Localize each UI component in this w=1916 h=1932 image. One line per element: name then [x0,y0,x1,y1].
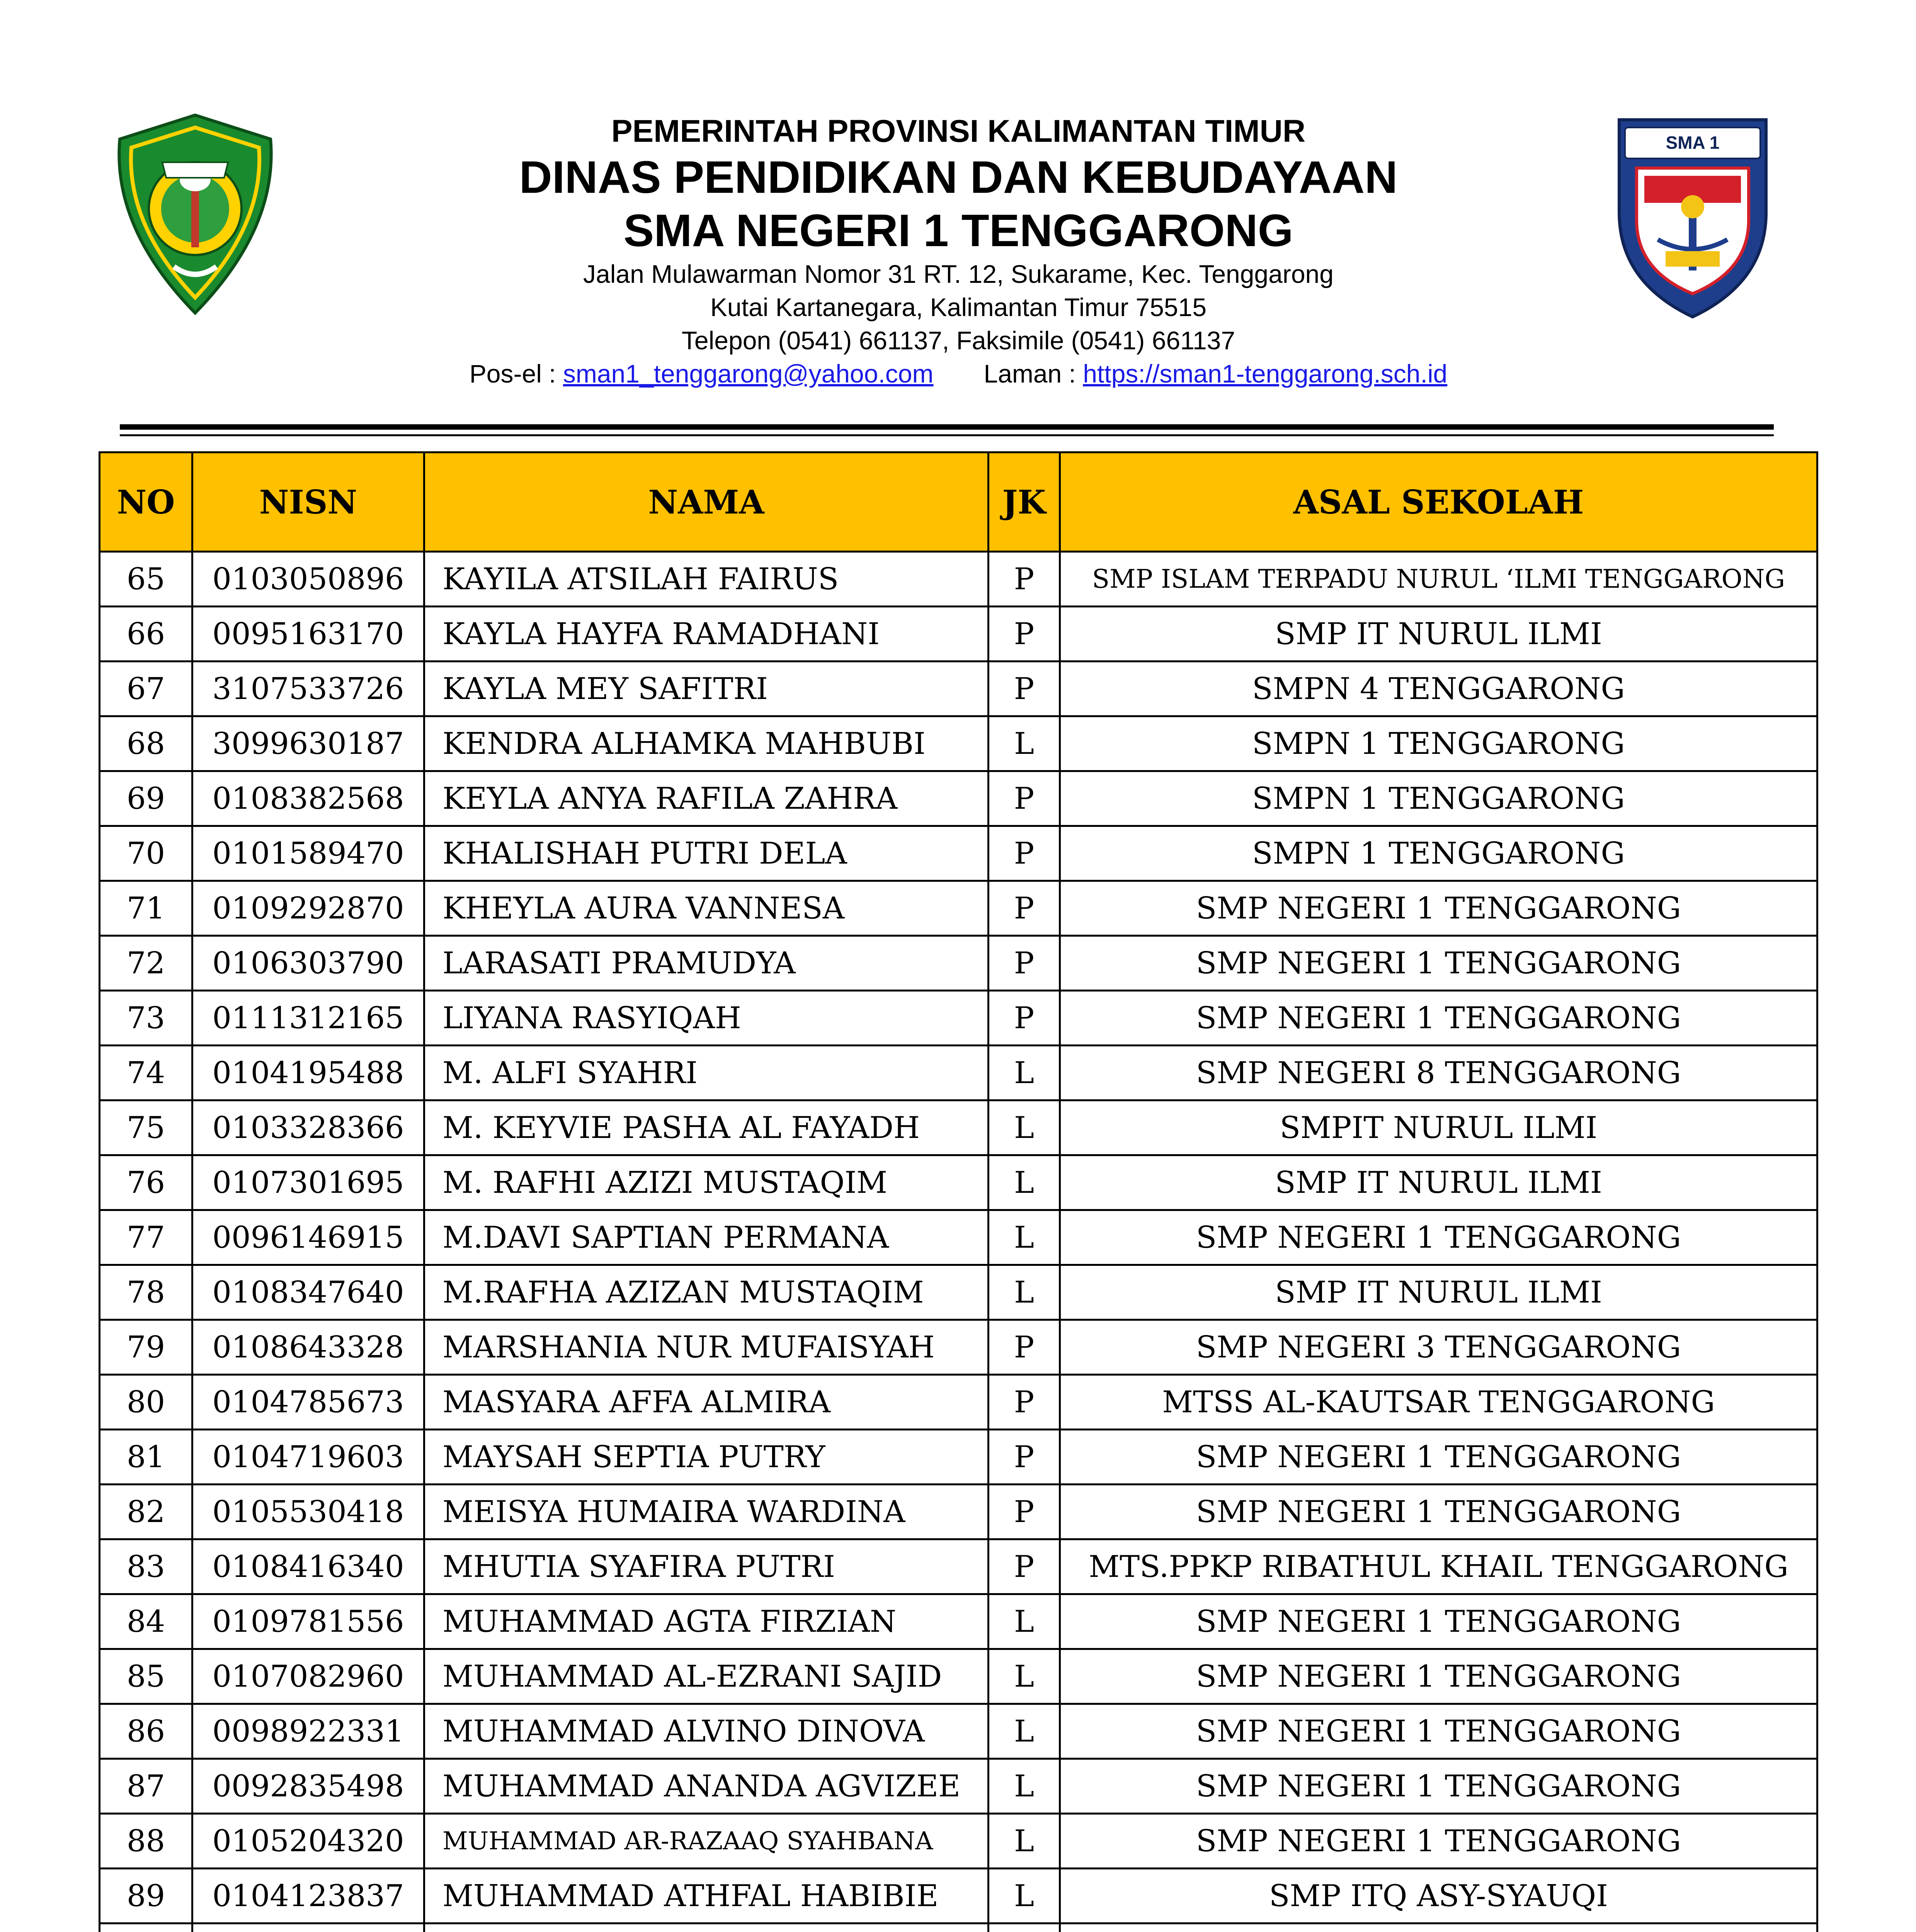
school-origin: SMP NEGERI 1 TENGGARONG [1060,1649,1817,1704]
table-row [100,1869,1817,1923]
table-row [100,1265,1817,1320]
header-divider-thin [120,434,1774,436]
student-name: LARASATI PRAMUDYA [424,936,989,991]
table-row [100,826,1817,881]
school-origin [1060,1923,1817,1932]
gender-cell: P [989,607,1060,662]
gender-cell: L [989,1210,1060,1265]
gender-cell: P [989,991,1060,1046]
table-row [100,662,1817,716]
sman1-tenggarong-emblem-icon [1608,112,1778,321]
nisn-cell: 0108382568 [192,771,424,826]
school-origin: SMP NEGERI 1 TENGGARONG [1060,991,1817,1046]
row-number: 84 [100,1594,192,1649]
row-number: 88 [100,1814,192,1869]
gender-cell: L [989,1100,1060,1155]
gender-cell: P [989,1539,1060,1594]
school-origin: SMP NEGERI 1 TENGGARONG [1060,1814,1817,1869]
school-origin: SMPN 1 TENGGARONG [1060,716,1817,771]
address-line-2: Kutai Kartanegara, Kalimantan Timur 75515 [710,293,1207,321]
gender-cell: L [989,1594,1060,1649]
school-origin: SMP NEGERI 1 TENGGARONG [1060,1430,1817,1485]
student-name: MAYSAH SEPTIA PUTRY [424,1430,989,1485]
student-name: KHALISHAH PUTRI DELA [424,826,989,881]
student-name: M. RAFHI AZIZI MUSTAQIM [424,1155,989,1210]
school-origin: SMP NEGERI 1 TENGGARONG [1060,1759,1817,1814]
nisn-cell: 3099630187 [192,716,424,771]
gender-cell: P [989,936,1060,991]
website-link[interactable]: https://sman1-tenggarong.sch.id [1083,359,1448,388]
table-row [100,1485,1817,1539]
col-asal-sekolah-header: ASAL SEKOLAH [1060,452,1817,552]
contact-line [348,357,1569,390]
row-number: 67 [100,662,192,716]
table-row [100,771,1817,826]
gender-cell: P [989,552,1060,607]
row-number: 89 [100,1869,192,1923]
nisn-cell: 0108347640 [192,1265,424,1320]
nisn-cell: 0105530418 [192,1485,424,1539]
row-number [100,1923,192,1932]
table-body [100,552,1817,1932]
row-number: 75 [100,1100,192,1155]
student-name: MUHAMMAD AL-EZRANI SAJID [424,1649,989,1704]
student-name: MUHAMMAD AR-RAZAAQ SYAHBANA [424,1814,989,1869]
student-name: MUHAMMAD AGTA FIRZIAN [424,1594,989,1649]
gender-cell: L [989,1046,1060,1100]
table-row [100,936,1817,991]
student-name: MUHAMMAD ATHFAL HABIBIE [424,1869,989,1923]
student-table [99,451,1818,1932]
school-origin: SMP ITQ ASY-SYAUQI [1060,1869,1817,1923]
nisn-cell: 0104785673 [192,1375,424,1430]
nisn-cell: 0104719603 [192,1430,424,1485]
nisn-cell [192,1923,424,1932]
nisn-cell: 0103050896 [192,552,424,607]
email-label: Pos-el : [469,359,563,388]
row-number: 72 [100,936,192,991]
letterhead [348,112,1569,390]
table-row [100,607,1817,662]
school-origin: MTS.PPKP RIBATHUL KHAIL TENGGARONG [1060,1539,1817,1594]
row-number: 83 [100,1539,192,1594]
student-name: MEISYA HUMAIRA WARDINA [424,1485,989,1539]
school-origin: SMP NEGERI 1 TENGGARONG [1060,936,1817,991]
school-origin: SMP NEGERI 1 TENGGARONG [1060,1485,1817,1539]
row-number: 65 [100,552,192,607]
row-number: 82 [100,1485,192,1539]
gender-cell [989,1923,1060,1932]
table-row [100,881,1817,936]
school-origin: SMP IT NURUL ILMI [1060,1155,1817,1210]
row-number: 78 [100,1265,192,1320]
table-row [100,1704,1817,1759]
school-origin: SMP NEGERI 3 TENGGARONG [1060,1320,1817,1375]
school-origin: SMP NEGERI 1 TENGGARONG [1060,1594,1817,1649]
nisn-cell: 0107082960 [192,1649,424,1704]
phone-line: Telepon (0541) 661137, Faksimile (0541) 661137 [681,326,1235,355]
table-row [100,1430,1817,1485]
gender-cell: P [989,1485,1060,1539]
gender-cell: P [989,662,1060,716]
gender-cell: L [989,1814,1060,1869]
nisn-cell: 0098922331 [192,1704,424,1759]
row-number: 85 [100,1649,192,1704]
student-name: M.RAFHA AZIZAN MUSTAQIM [424,1265,989,1320]
gender-cell: L [989,1704,1060,1759]
school-origin: SMP IT NURUL ILMI [1060,1265,1817,1320]
gender-cell: L [989,1155,1060,1210]
gender-cell: P [989,771,1060,826]
nisn-cell: 0103328366 [192,1100,424,1155]
header-divider-thick [120,424,1774,430]
school-origin: SMPN 1 TENGGARONG [1060,771,1817,826]
row-number: 68 [100,716,192,771]
row-number: 71 [100,881,192,936]
table-row [100,1923,1817,1932]
school-origin: SMP NEGERI 1 TENGGARONG [1060,1704,1817,1759]
school-origin: SMPN 1 TENGGARONG [1060,826,1817,881]
table-row [100,1100,1817,1155]
gender-cell: P [989,881,1060,936]
school-origin: SMP ISLAM TERPADU NURUL ‘ILMI TENGGARONG [1060,552,1817,607]
student-name: MHUTIA SYAFIRA PUTRI [424,1539,989,1594]
gender-cell: L [989,1759,1060,1814]
website-label: Laman : [984,359,1083,388]
kaltim-province-emblem-icon [112,112,278,317]
row-number: 76 [100,1155,192,1210]
student-name: M. ALFI SYAHRI [424,1046,989,1100]
student-name: MARSHANIA NUR MUFAISYAH [424,1320,989,1375]
gender-cell: P [989,826,1060,881]
nisn-cell: 0108643328 [192,1320,424,1375]
gender-cell: L [989,716,1060,771]
school-origin: SMP NEGERI 1 TENGGARONG [1060,881,1817,936]
nisn-cell: 0106303790 [192,936,424,991]
table-row [100,1155,1817,1210]
student-name: KAYLA MEY SAFITRI [424,662,989,716]
school-origin: SMP IT NURUL ILMI [1060,607,1817,662]
row-number: 74 [100,1046,192,1100]
gender-cell: L [989,1649,1060,1704]
student-name: KEYLA ANYA RAFILA ZAHRA [424,771,989,826]
table-row [100,991,1817,1046]
table-row [100,1046,1817,1100]
school-origin: SMPN 4 TENGGARONG [1060,662,1817,716]
government-name: PEMERINTAH PROVINSI KALIMANTAN TIMUR [611,114,1306,149]
col-jk-header: JK [989,452,1060,552]
gender-cell: P [989,1375,1060,1430]
gender-cell: P [989,1430,1060,1485]
table-row [100,1210,1817,1265]
table-row [100,1814,1817,1869]
student-name [424,1923,989,1932]
table-row [100,1320,1817,1375]
school-origin: SMP NEGERI 8 TENGGARONG [1060,1046,1817,1100]
nisn-cell: 0092835498 [192,1759,424,1814]
school-origin: SMP NEGERI 1 TENGGARONG [1060,1210,1817,1265]
nisn-cell: 0105204320 [192,1814,424,1869]
col-nama-header: NAMA [424,452,989,552]
col-nisn-header: NISN [192,452,424,552]
gender-cell: L [989,1265,1060,1320]
student-name: M.DAVI SAPTIAN PERMANA [424,1210,989,1265]
nisn-cell: 0101589470 [192,826,424,881]
nisn-cell: 0107301695 [192,1155,424,1210]
nisn-cell: 0095163170 [192,607,424,662]
nisn-cell: 0096146915 [192,1210,424,1265]
row-number: 70 [100,826,192,881]
student-name: KAYILA ATSILAH FAIRUS [424,552,989,607]
row-number: 80 [100,1375,192,1430]
table-row [100,1649,1817,1704]
student-name: MUHAMMAD ANANDA AGVIZEE [424,1759,989,1814]
row-number: 86 [100,1704,192,1759]
student-name: LIYANA RASYIQAH [424,991,989,1046]
table-row [100,552,1817,607]
table-row [100,1759,1817,1814]
row-number: 66 [100,607,192,662]
col-no-header: NO [100,452,192,552]
gender-cell: L [989,1869,1060,1923]
table-row [100,1594,1817,1649]
email-link[interactable]: sman1_tenggarong@yahoo.com [563,359,934,388]
student-name: KAYLA HAYFA RAMADHANI [424,607,989,662]
table-row [100,716,1817,771]
table-row [100,1375,1817,1430]
school-origin: SMPIT NURUL ILMI [1060,1100,1817,1155]
school-name: SMA NEGERI 1 TENGGARONG [623,205,1293,256]
student-name: MUHAMMAD ALVINO DINOVA [424,1704,989,1759]
school-origin: MTSS AL-KAUTSAR TENGGARONG [1060,1375,1817,1430]
address-line-1: Jalan Mulawarman Nomor 31 RT. 12, Sukarame, Kec. Tenggarong [583,260,1334,288]
nisn-cell: 0109292870 [192,881,424,936]
student-name: MASYARA AFFA ALMIRA [424,1375,989,1430]
nisn-cell: 0111312165 [192,991,424,1046]
student-name: M. KEYVIE PASHA AL FAYADH [424,1100,989,1155]
nisn-cell: 0108416340 [192,1539,424,1594]
nisn-cell: 0104195488 [192,1046,424,1100]
student-name: KHEYLA AURA VANNESA [424,881,989,936]
gender-cell: P [989,1320,1060,1375]
nisn-cell: 3107533726 [192,662,424,716]
svg-text:SMA 1: SMA 1 [1666,133,1720,153]
student-name: KENDRA ALHAMKA MAHBUBI [424,716,989,771]
table-header-row [100,452,1817,552]
table-row [100,1539,1817,1594]
department-name: DINAS PENDIDIKAN DAN KEBUDAYAAN [519,152,1398,203]
row-number: 79 [100,1320,192,1375]
nisn-cell: 0104123837 [192,1869,424,1923]
row-number: 81 [100,1430,192,1485]
row-number: 69 [100,771,192,826]
row-number: 73 [100,991,192,1046]
row-number: 77 [100,1210,192,1265]
nisn-cell: 0109781556 [192,1594,424,1649]
row-number: 87 [100,1759,192,1814]
